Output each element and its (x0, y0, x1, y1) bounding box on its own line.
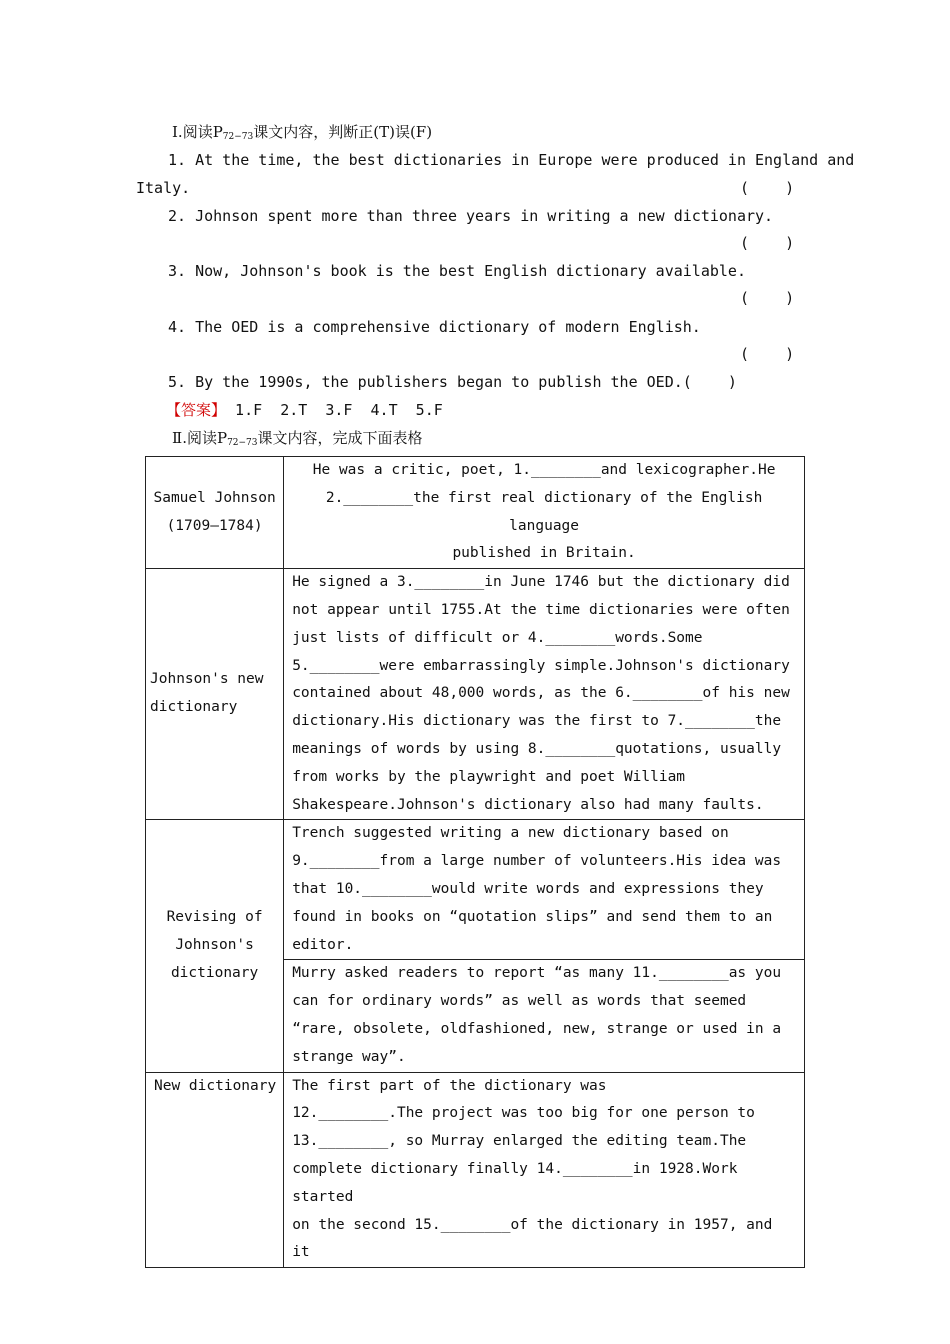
part1-title-sub: 72−73 (222, 132, 254, 142)
content-line: just lists of difficult or 4.________words.Some (292, 629, 703, 646)
answer-text: 1.F 2.T 3.F 4.T 5.F (226, 401, 443, 419)
content-line: He was a critic, poet, 1.________and lexicographer.He (312, 462, 776, 478)
table-row (146, 569, 805, 820)
fill-in-table (145, 456, 805, 1268)
content-line: 5.________were embarrassingly simple.Johnson's dictionary (292, 657, 790, 674)
row-label-revising (146, 820, 284, 1072)
content-line: 9.________from a large number of volunteers.His idea was (292, 853, 782, 870)
row-label-samuel-johnson (146, 457, 284, 569)
part1-title (172, 122, 432, 147)
content-line: “rare, obsolete, oldfashioned, new, strange or used in a (292, 1020, 782, 1037)
row-content-revising-murry (284, 960, 805, 1072)
part2-title-sub: 72−73 (227, 438, 258, 448)
content-line: He signed a 3.________in June 1746 but the dictionary did (292, 574, 790, 591)
row-label-line: Samuel Johnson (153, 489, 276, 506)
part2-title-suffix: 课文内容，完成下面表格 (257, 429, 423, 447)
row-label-johnsons-new-dictionary (146, 569, 284, 820)
answer-blank-3[interactable]: ( ) (740, 289, 795, 307)
tf-item-1: 1. At the time, the best dictionaries in Europe were produced in England and (168, 151, 855, 169)
tf-item-1-cont: Italy. (136, 179, 191, 197)
content-line: editor. (292, 936, 354, 953)
answer-blank-4[interactable]: ( ) (740, 345, 795, 363)
tf-item-4: 4. The OED is a comprehensive dictionary of modern English. (168, 318, 701, 336)
part1-title-suffix: 课文内容，判断正(T)误(F) (253, 123, 433, 141)
row-label-line: Johnson's (175, 937, 254, 954)
row-content-revising-trench (284, 820, 805, 960)
row-label-line: Johnson's new (150, 671, 264, 688)
answer-blank-1[interactable]: ( ) (740, 179, 795, 197)
content-line: complete dictionary finally 14.________in 1928.Work started (292, 1160, 738, 1205)
part1-title-prefix: Ⅰ.阅读P (172, 123, 223, 141)
part2-title-prefix: Ⅱ.阅读P (172, 429, 228, 447)
content-line: contained about 48,000 words, as the 6.________of his new (292, 685, 790, 702)
content-line: dictionary.His dictionary was the first to 7.________the (292, 713, 782, 730)
row-label-new-dictionary (146, 1072, 284, 1268)
row-label-line: (1709—1784) (166, 517, 263, 534)
row-label-line: dictionary (150, 699, 238, 716)
content-line: 13.________, so Murray enlarged the editing team.The (292, 1133, 747, 1150)
content-line: 12.________.The project was too big for one person to (292, 1105, 755, 1122)
content-line: Trench suggested writing a new dictionary based on (292, 825, 729, 842)
content-line: Murry asked readers to report “as many 11.________as you (292, 965, 782, 982)
content-line: found in books on “quotation slips” and send them to an (292, 908, 773, 925)
row-content-samuel-johnson (284, 457, 805, 569)
content-line: not appear until 1755.At the time dictionaries were often (292, 601, 790, 618)
tf-item-2: 2. Johnson spent more than three years in writing a new dictionary. (168, 207, 774, 225)
content-line: published in Britain. (452, 545, 636, 562)
content-line: from works by the playwright and poet William (292, 768, 686, 785)
row-label-line: New dictionary (154, 1077, 277, 1094)
content-line: strange way”. (292, 1048, 406, 1065)
tf-item-3: 3. Now, Johnson's book is the best English dictionary available. (168, 262, 746, 280)
content-line: The first part of the dictionary was (292, 1077, 607, 1094)
answer-line (166, 400, 443, 420)
answer-label: 【答案】 (166, 401, 227, 419)
table-row (146, 820, 805, 960)
row-content-johnsons-new-dictionary (284, 569, 805, 820)
row-label-line: Revising of (166, 909, 263, 926)
content-line: on the second 15.________of the dictionary in 1957, and it (292, 1216, 773, 1261)
table-row (146, 457, 805, 569)
row-label-line: dictionary (170, 964, 259, 981)
tf-item-5: 5. By the 1990s, the publishers began to publish the OED.( ) (168, 373, 737, 391)
part2-title (172, 428, 423, 453)
content-line: meanings of words by using 8.________quotations, usually (292, 740, 782, 757)
content-line: Shakespeare.Johnson's dictionary also had many faults. (292, 796, 764, 813)
table-row (146, 1072, 805, 1268)
content-line: that 10.________would write words and expressions they (292, 880, 764, 897)
content-line: can for ordinary words” as well as words that seemed (292, 993, 747, 1010)
answer-blank-2[interactable]: ( ) (740, 234, 795, 252)
content-line: 2.________the first real dictionary of the English language (325, 489, 763, 534)
row-content-new-dictionary (284, 1072, 805, 1268)
